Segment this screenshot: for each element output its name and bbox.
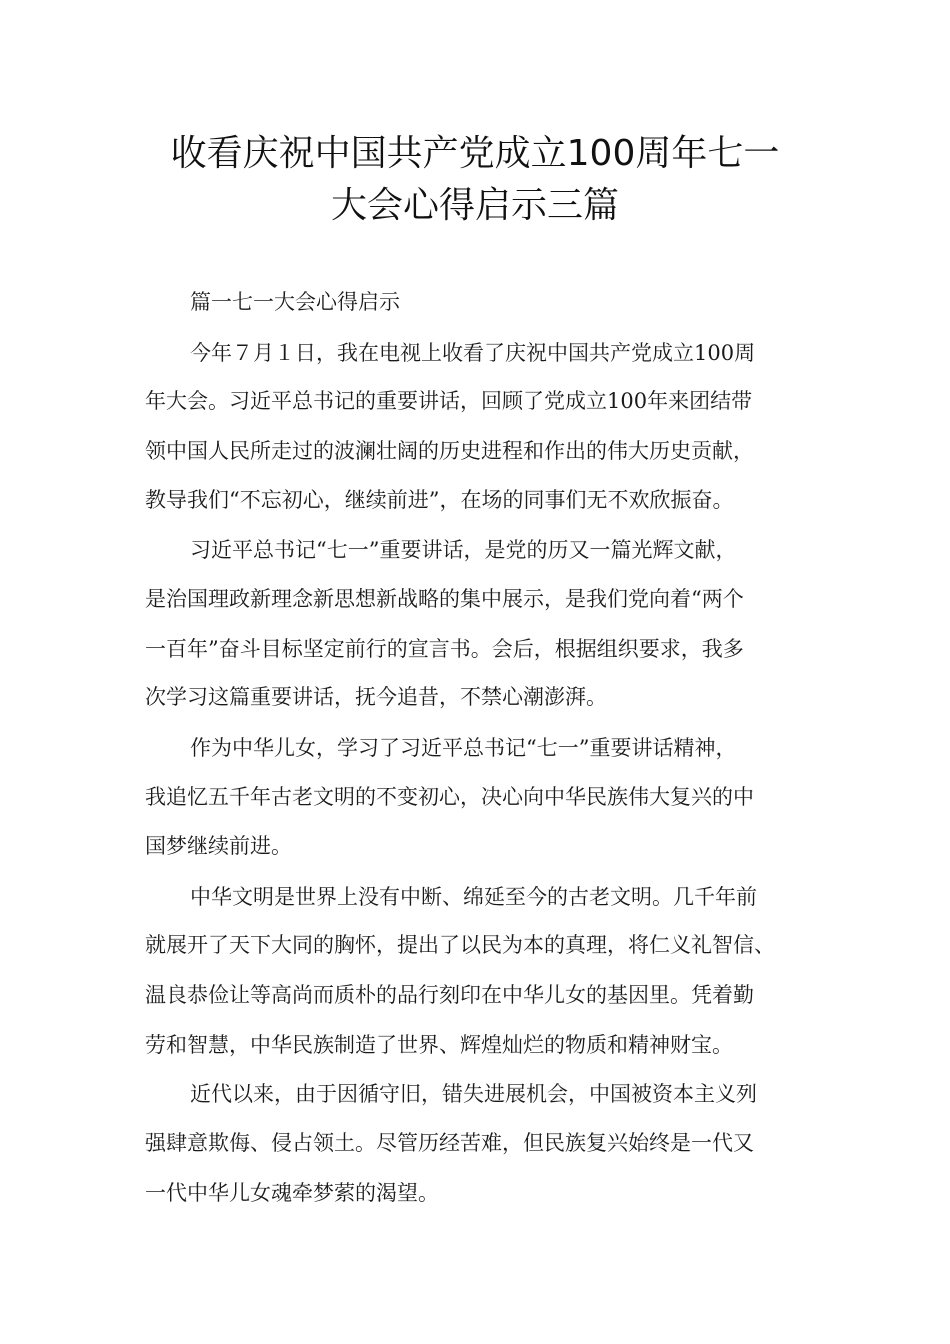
paragraph-line: 就展开了天下大同的胸怀，提出了以民为本的真理，将仁义礼智信、 [145,933,775,957]
paragraph-line: 劳和智慧，中华民族制造了世界、辉煌灿烂的物质和精神财宝。 [145,1033,733,1057]
paragraph-line: 年大会。习近平总书记的重要讲话，回顾了党成立100年来团结带 [145,389,753,413]
section-heading: 篇一七一大会心得启示 [190,290,400,314]
paragraph-line: 习近平总书记“七一”重要讲话，是党的历又一篇光辉文献， [190,538,737,562]
paragraph-line: 国梦继续前进。 [145,834,292,858]
paragraph-line: 一百年”奋斗目标坚定前行的宣言书。会后，根据组织要求，我多 [145,637,744,661]
paragraph-line: 近代以来，由于因循守旧，错失进展机会，中国被资本主义列 [190,1082,757,1106]
paragraph-line: 我追忆五千年古老文明的不变初心，决心向中华民族伟大复兴的中 [145,785,754,809]
paragraph-line: 教导我们“不忘初心，继续前进”，在场的同事们无不欢欣振奋。 [145,488,734,512]
document-title-line-2: 大会心得启示三篇 [330,185,619,226]
paragraph-line: 温良恭俭让等高尚而质朴的品行刻印在中华儿女的基因里。凭着勤 [145,983,754,1007]
paragraph-line: 作为中华儿女，学习了习近平总书记“七一”重要讲话精神， [190,736,737,760]
paragraph-line: 强肆意欺侮、侵占领土。尽管历经苦难，但民族复兴始终是一代又 [145,1131,754,1155]
paragraph-line: 中华文明是世界上没有中断、绵延至今的古老文明。几千年前 [190,885,757,909]
paragraph-line: 领中国人民所走过的波澜壮阔的历史进程和作出的伟大历史贡献， [145,439,754,463]
paragraph-line: 是治国理政新理念新思想新战略的集中展示，是我们党向着“两个 [145,587,744,611]
paragraph-line: 次学习这篇重要讲话，抚今追昔，不禁心潮澎湃。 [145,685,607,709]
paragraph-line: 一代中华儿女魂牵梦萦的渴望。 [145,1181,439,1205]
document-title-line-1: 收看庆祝中国共产党成立100周年七一 [170,133,780,174]
paragraph-line: 今年７月１日，我在电视上收看了庆祝中国共产党成立100周 [190,341,756,365]
